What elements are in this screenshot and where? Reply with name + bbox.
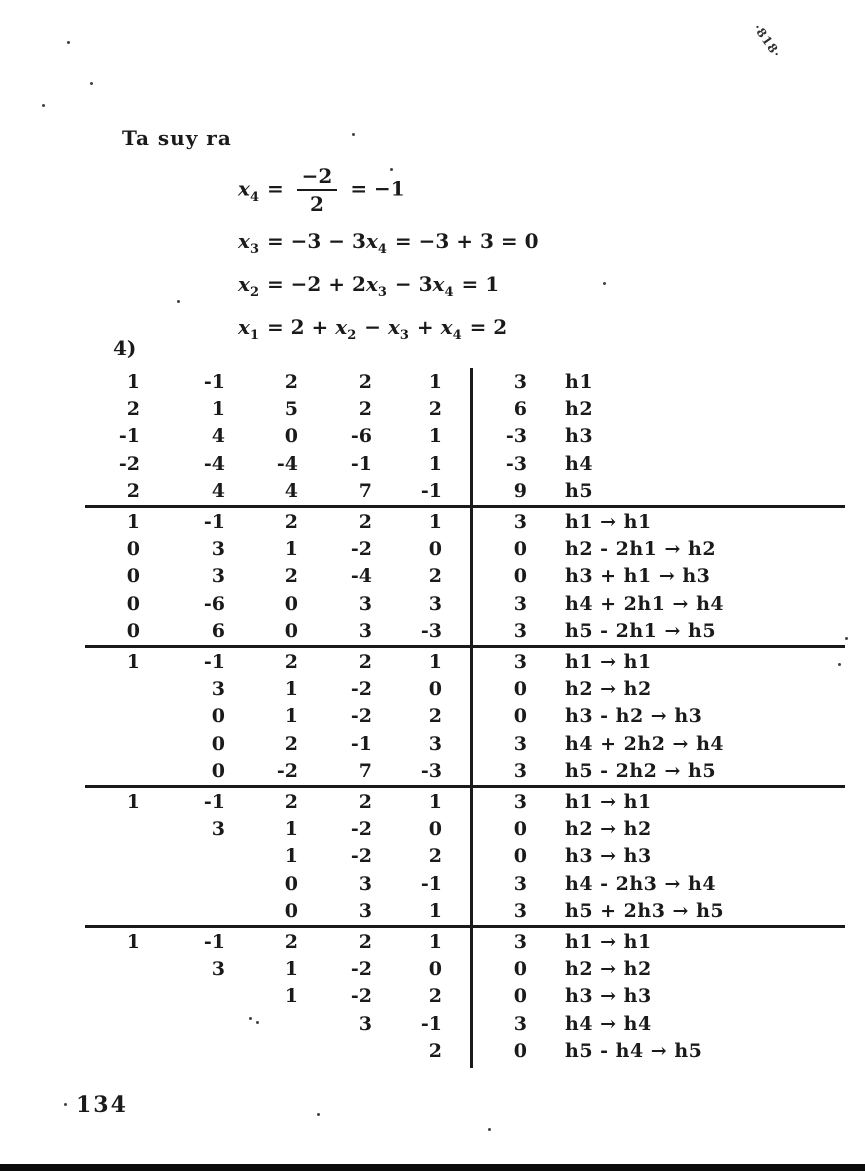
matrix-cell: -4 (350, 565, 372, 588)
matrix-cell: -1 (118, 425, 140, 448)
matrix-cell: 3 (428, 732, 442, 755)
matrix-row (85, 870, 845, 897)
scan-speck (352, 133, 355, 136)
row-operation: h1 → h1 (565, 790, 652, 813)
matrix-cell: 2 (126, 398, 140, 421)
matrix-cell: 0 (513, 985, 527, 1008)
matrix-row (85, 450, 845, 477)
variable: x (365, 229, 378, 253)
matrix-cell: 0 (211, 760, 225, 783)
matrix-row (85, 508, 845, 535)
row-operation: h2 - 2h1 → h2 (565, 538, 717, 561)
matrix-cell: 0 (513, 705, 527, 728)
matrix-cell: -2 (350, 538, 372, 561)
row-operation: h1 → h1 (565, 930, 652, 953)
matrix-cell: 1 (284, 538, 298, 561)
row-operation: h2 → h2 (565, 677, 652, 700)
scan-speck (90, 82, 93, 85)
row-operation: h5 (565, 480, 594, 503)
equation-text: = −1 (343, 176, 405, 201)
matrix-cell: -2 (276, 760, 298, 783)
matrix-cell: 1 (126, 510, 140, 533)
row-operation: h4 → h4 (565, 1012, 652, 1035)
matrix-cell: -6 (350, 425, 372, 448)
matrix-cell: 3 (211, 817, 225, 840)
matrix-cell: 0 (126, 565, 140, 588)
matrix-cell: 3 (513, 592, 527, 615)
scan-speck (488, 1128, 491, 1131)
equation-text: = −3 + 3 = 0 (387, 229, 539, 253)
matrix-cell: 6 (513, 398, 527, 421)
matrix-cell: -4 (203, 452, 225, 475)
scan-speck (42, 104, 45, 107)
matrix-cell: 0 (126, 538, 140, 561)
matrix-cell: 1 (428, 370, 442, 393)
augmented-matrix-divider (470, 368, 473, 1068)
matrix-cell: 0 (428, 817, 442, 840)
matrix-cell: 2 (284, 930, 298, 953)
matrix-cell: -2 (350, 817, 372, 840)
matrix-row (85, 590, 845, 617)
matrix-row (85, 757, 845, 784)
matrix-row (85, 788, 845, 815)
matrix-cell: 1 (284, 845, 298, 868)
equation-text: = −2 + 2 (259, 272, 366, 296)
matrix-cell: 1 (284, 705, 298, 728)
variable: x (238, 176, 250, 201)
matrix-cell: 0 (513, 845, 527, 868)
equation-text: = 1 (454, 272, 500, 296)
matrix-cell: 3 (513, 760, 527, 783)
matrix-cell: 0 (211, 705, 225, 728)
matrix-cell: 1 (428, 790, 442, 813)
variable: x (365, 272, 378, 296)
matrix-cell: 3 (513, 732, 527, 755)
matrix-cell: 0 (284, 872, 298, 895)
scan-speck (64, 1103, 67, 1106)
matrix-cell: 0 (284, 592, 298, 615)
matrix-cell: 2 (358, 510, 372, 533)
fraction (297, 164, 338, 216)
variable-subscript: 4 (377, 242, 387, 257)
row-operation: h2 → h2 (565, 957, 652, 980)
matrix-cell: -2 (118, 452, 140, 475)
matrix-cell: 0 (513, 957, 527, 980)
row-operation: h1 → h1 (565, 510, 652, 533)
matrix-cell: 2 (284, 510, 298, 533)
matrix-cell: 2 (428, 985, 442, 1008)
matrix-cell: 1 (428, 930, 442, 953)
matrix-cell: 1 (284, 817, 298, 840)
page-number: 134 (76, 1092, 128, 1118)
matrix-cell: -1 (203, 650, 225, 673)
equation-text: + (409, 315, 441, 339)
matrix-cell: 3 (513, 620, 527, 643)
matrix-cell: 2 (358, 398, 372, 421)
variable-subscript: 4 (249, 189, 259, 205)
variable-subscript: 2 (347, 328, 357, 343)
matrix-cell: 3 (358, 620, 372, 643)
matrix-cell: 3 (358, 1012, 372, 1035)
row-operation: h1 (565, 370, 594, 393)
matrix-cell: 0 (428, 677, 442, 700)
fraction-denominator: 2 (310, 192, 324, 216)
matrix-cell: 0 (513, 817, 527, 840)
matrix-cell: 3 (513, 790, 527, 813)
matrix-cell: 1 (428, 425, 442, 448)
matrix-cell: 3 (358, 900, 372, 923)
matrix-cell: 2 (428, 398, 442, 421)
matrix-cell: 3 (211, 677, 225, 700)
matrix-cell: 1 (126, 930, 140, 953)
matrix-cell: 2 (358, 930, 372, 953)
matrix-cell: -1 (420, 480, 442, 503)
variable: x (387, 315, 400, 339)
matrix-row (85, 618, 845, 645)
matrix-row (85, 955, 845, 982)
matrix-row (85, 703, 845, 730)
matrix-cell: -3 (505, 425, 527, 448)
matrix-row (85, 730, 845, 757)
row-operation: h3 (565, 425, 594, 448)
row-operation: h3 → h3 (565, 845, 652, 868)
row-operation: h5 - 2h2 → h5 (565, 760, 717, 783)
row-operation: h3 → h3 (565, 985, 652, 1008)
variable-subscript: 4 (452, 328, 462, 343)
matrix-cell: 3 (358, 592, 372, 615)
equations (238, 158, 539, 355)
scan-speck (838, 663, 841, 666)
equation-line (238, 269, 539, 308)
matrix-cell: 3 (358, 872, 372, 895)
matrix-cell: 3 (513, 900, 527, 923)
scan-speck (256, 1021, 259, 1024)
matrix-cell: 4 (211, 480, 225, 503)
exercise-item-label: 4) (113, 336, 137, 360)
variable-subscript: 3 (249, 242, 259, 257)
matrix-cell: 2 (284, 790, 298, 813)
scan-speck (249, 1017, 252, 1020)
matrix-cell: 0 (284, 900, 298, 923)
variable-subscript: 2 (249, 285, 259, 300)
matrix-cell: 2 (284, 565, 298, 588)
matrix-cell: -2 (350, 985, 372, 1008)
matrix-cell: 3 (211, 565, 225, 588)
matrix-cell: 9 (513, 480, 527, 503)
matrix-cell: -3 (420, 620, 442, 643)
matrix-cell: 2 (428, 845, 442, 868)
matrix-cell: 2 (284, 650, 298, 673)
matrix-cell: 1 (284, 957, 298, 980)
matrix-cell: -1 (420, 1012, 442, 1035)
matrix-cell: 0 (126, 620, 140, 643)
elimination-step-block (85, 648, 845, 785)
elimination-table (85, 368, 845, 1065)
matrix-row (85, 675, 845, 702)
matrix-cell: -6 (203, 592, 225, 615)
scan-edge-bar (0, 1164, 865, 1171)
matrix-cell: 0 (284, 425, 298, 448)
matrix-cell: 2 (358, 790, 372, 813)
matrix-cell: 0 (126, 592, 140, 615)
equation-text: − (357, 315, 388, 339)
matrix-cell: 1 (126, 650, 140, 673)
matrix-cell: 7 (358, 480, 372, 503)
matrix-cell: 0 (513, 1040, 527, 1063)
matrix-row (85, 983, 845, 1010)
scan-speck (603, 282, 606, 285)
row-operation: h2 → h2 (565, 817, 652, 840)
matrix-cell: 1 (428, 900, 442, 923)
matrix-row (85, 843, 845, 870)
variable: x (440, 315, 453, 339)
matrix-cell: 2 (358, 370, 372, 393)
matrix-cell: 0 (513, 538, 527, 561)
equation-text: = −3 − 3 (259, 229, 366, 253)
matrix-cell: 2 (428, 1040, 442, 1063)
variable-subscript: 3 (377, 285, 387, 300)
matrix-cell: -3 (505, 452, 527, 475)
matrix-row (85, 535, 845, 562)
variable: x (432, 272, 445, 296)
matrix-cell: 1 (284, 985, 298, 1008)
matrix-cell: 0 (513, 677, 527, 700)
matrix-cell: -1 (350, 732, 372, 755)
matrix-cell: -2 (350, 845, 372, 868)
matrix-cell: 7 (358, 760, 372, 783)
variable: x (238, 272, 250, 296)
matrix-cell: 3 (211, 538, 225, 561)
matrix-cell: 0 (428, 538, 442, 561)
matrix-cell: 1 (428, 452, 442, 475)
elimination-step-block (85, 508, 845, 645)
row-operation: h5 - 2h1 → h5 (565, 620, 717, 643)
matrix-row (85, 395, 845, 422)
row-operation: h3 - h2 → h3 (565, 705, 703, 728)
matrix-cell: -1 (203, 510, 225, 533)
row-operation: h5 + 2h3 → h5 (565, 900, 725, 923)
equation-text: = 2 + (259, 315, 336, 339)
matrix-cell: 3 (513, 930, 527, 953)
matrix-row (85, 897, 845, 924)
matrix-row (85, 423, 845, 450)
matrix-cell: 2 (284, 732, 298, 755)
scan-speck (177, 300, 180, 303)
matrix-cell: -3 (420, 760, 442, 783)
variable: x (238, 315, 250, 339)
matrix-cell: 0 (284, 620, 298, 643)
scan-speck (317, 1113, 320, 1116)
variable: x (238, 229, 250, 253)
matrix-cell: 1 (126, 790, 140, 813)
matrix-cell: 0 (513, 565, 527, 588)
row-operation: h4 + 2h2 → h4 (565, 732, 725, 755)
intro-text: Ta suy ra (122, 126, 232, 150)
elimination-step-block (85, 788, 845, 925)
matrix-cell: 0 (211, 732, 225, 755)
matrix-cell: 1 (284, 677, 298, 700)
matrix-cell: 4 (284, 480, 298, 503)
matrix-cell: -4 (276, 452, 298, 475)
matrix-row (85, 1010, 845, 1037)
matrix-cell: 3 (513, 650, 527, 673)
matrix-cell: -1 (350, 452, 372, 475)
matrix-row (85, 648, 845, 675)
elimination-step-block (85, 368, 845, 505)
matrix-cell: -2 (350, 705, 372, 728)
matrix-row (85, 478, 845, 505)
matrix-cell: -2 (350, 957, 372, 980)
matrix-cell: 2 (428, 705, 442, 728)
elimination-step-block (85, 928, 845, 1065)
matrix-cell: 2 (284, 370, 298, 393)
row-operation: h3 + h1 → h3 (565, 565, 711, 588)
matrix-cell: 1 (126, 370, 140, 393)
matrix-row (85, 928, 845, 955)
matrix-cell: 2 (358, 650, 372, 673)
matrix-row (85, 368, 845, 395)
matrix-row (85, 563, 845, 590)
equation-line (238, 226, 539, 265)
variable: x (335, 315, 348, 339)
fraction-numerator: −2 (297, 164, 338, 191)
scan-artifact: ·818· (750, 21, 784, 61)
variable-subscript: 1 (249, 328, 259, 343)
matrix-cell: 2 (428, 565, 442, 588)
variable-subscript: 4 (444, 285, 454, 300)
row-operation: h2 (565, 398, 594, 421)
row-operation: h4 (565, 452, 594, 475)
matrix-cell: -2 (350, 677, 372, 700)
matrix-cell: 4 (211, 425, 225, 448)
scan-speck (67, 41, 70, 44)
matrix-cell: 6 (211, 620, 225, 643)
matrix-cell: 2 (126, 480, 140, 503)
matrix-row (85, 815, 845, 842)
matrix-cell: -1 (420, 872, 442, 895)
matrix-cell: 0 (428, 957, 442, 980)
matrix-cell: 3 (513, 510, 527, 533)
equation-text: − 3 (387, 272, 433, 296)
matrix-cell: -1 (203, 790, 225, 813)
matrix-cell: 3 (211, 957, 225, 980)
scan-speck (845, 637, 848, 640)
scan-speck (390, 168, 393, 171)
matrix-cell: 5 (284, 398, 298, 421)
equation-line (238, 164, 539, 216)
matrix-cell: -1 (203, 370, 225, 393)
matrix-cell: 1 (428, 650, 442, 673)
matrix-cell: 3 (513, 1012, 527, 1035)
row-operation: h4 + 2h1 → h4 (565, 592, 725, 615)
row-operation: h4 - 2h3 → h4 (565, 872, 717, 895)
equation-line (238, 312, 539, 351)
matrix-row (85, 1037, 845, 1064)
matrix-cell: 1 (428, 510, 442, 533)
equation-text: = 2 (462, 315, 508, 339)
equation-text: = (259, 176, 291, 201)
matrix-cell: 3 (428, 592, 442, 615)
variable-subscript: 3 (399, 328, 409, 343)
row-operation: h1 → h1 (565, 650, 652, 673)
matrix-cell: 3 (513, 872, 527, 895)
row-operation: h5 - h4 → h5 (565, 1040, 703, 1063)
matrix-cell: -1 (203, 930, 225, 953)
matrix-cell: 1 (211, 398, 225, 421)
matrix-cell: 3 (513, 370, 527, 393)
